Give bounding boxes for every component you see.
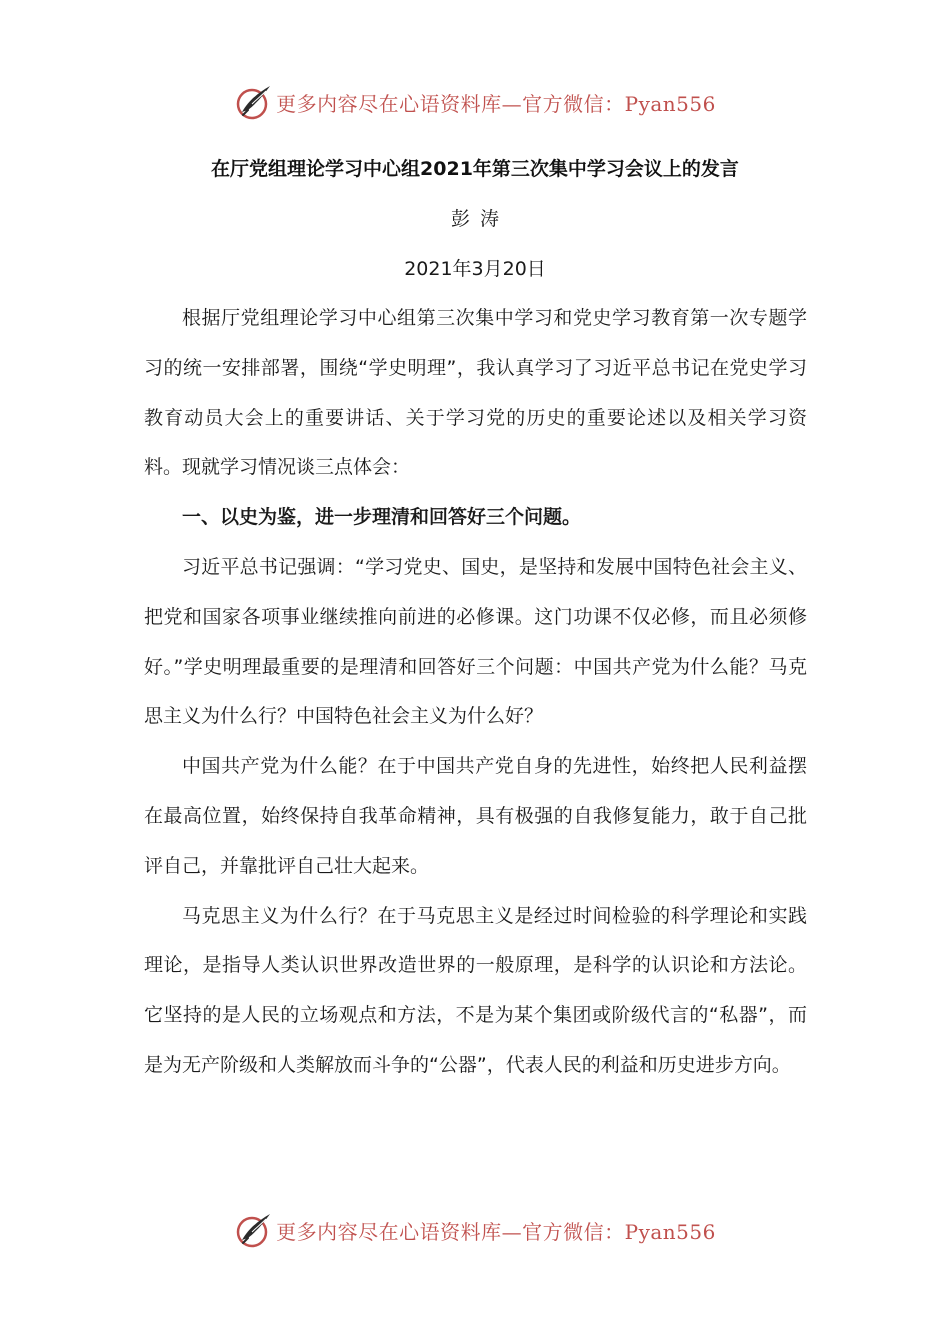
section-heading-1: 一、以史为鉴，进一步理清和回答好三个问题。: [182, 506, 582, 529]
paragraph-marxism: 马克思主义为什么行？在于马克思主义是经过时间检验的科学理论和实践理论，是指导人类认识世界改造世界的一般原理，是科学的认识论和方法论。它坚持的是人民的立场观点和方法，不是为某个集团或阶级代言的“私器”，而是为无产阶级和人类解放而斗争的“公器”，代表人民的利益和历史进步方向。: [144, 904, 807, 1076]
watermark-banner-bottom: [0, 1208, 950, 1252]
document-author: 彭涛: [450, 208, 509, 230]
watermark-text: 更多内容尽在心语资料库—官方微信：Pyan556: [276, 1219, 716, 1244]
paragraph-quote: 习近平总书记强调：“学习党史、国史，是坚持和发展中国特色社会主义、把党和国家各项事业继续推向前进的必修课。这门功课不仅必修，而且必须修好。”学史明理最重要的是理清和回答好三个问题：中国共产党为什么能？马克思主义为什么行？中国特色社会主义为什么好？: [144, 555, 807, 728]
quill-pen-logo-icon: [234, 82, 274, 122]
paragraph-party: 中国共产党为什么能？在于中国共产党自身的先进性，始终把人民利益摆在最高位置，始终保持自我革命精神，具有极强的自我修复能力，敢于自己批评自己，并靠批评自己壮大起来。: [144, 755, 807, 877]
watermark-text: 更多内容尽在心语资料库—官方微信：Pyan556: [276, 91, 716, 116]
document-date: 2021年3月20日: [404, 258, 546, 280]
document-body: [144, 294, 807, 1091]
paragraph-intro: 根据厅党组理论学习中心组第三次集中学习和党史学习教育第一次专题学习的统一安排部署，围绕“学史明理”，我认真学习了习近平总书记在党史学习教育动员大会上的重要讲话、关于学习党的历史的重要论述以及相关学习资料。现就学习情况谈三点体会：: [144, 307, 807, 479]
quill-pen-logo-icon: [234, 1210, 274, 1250]
watermark-banner-top: [0, 80, 950, 124]
document-title: 在厅党组理论学习中心组2021年第三次集中学习会议上的发言: [211, 158, 739, 180]
